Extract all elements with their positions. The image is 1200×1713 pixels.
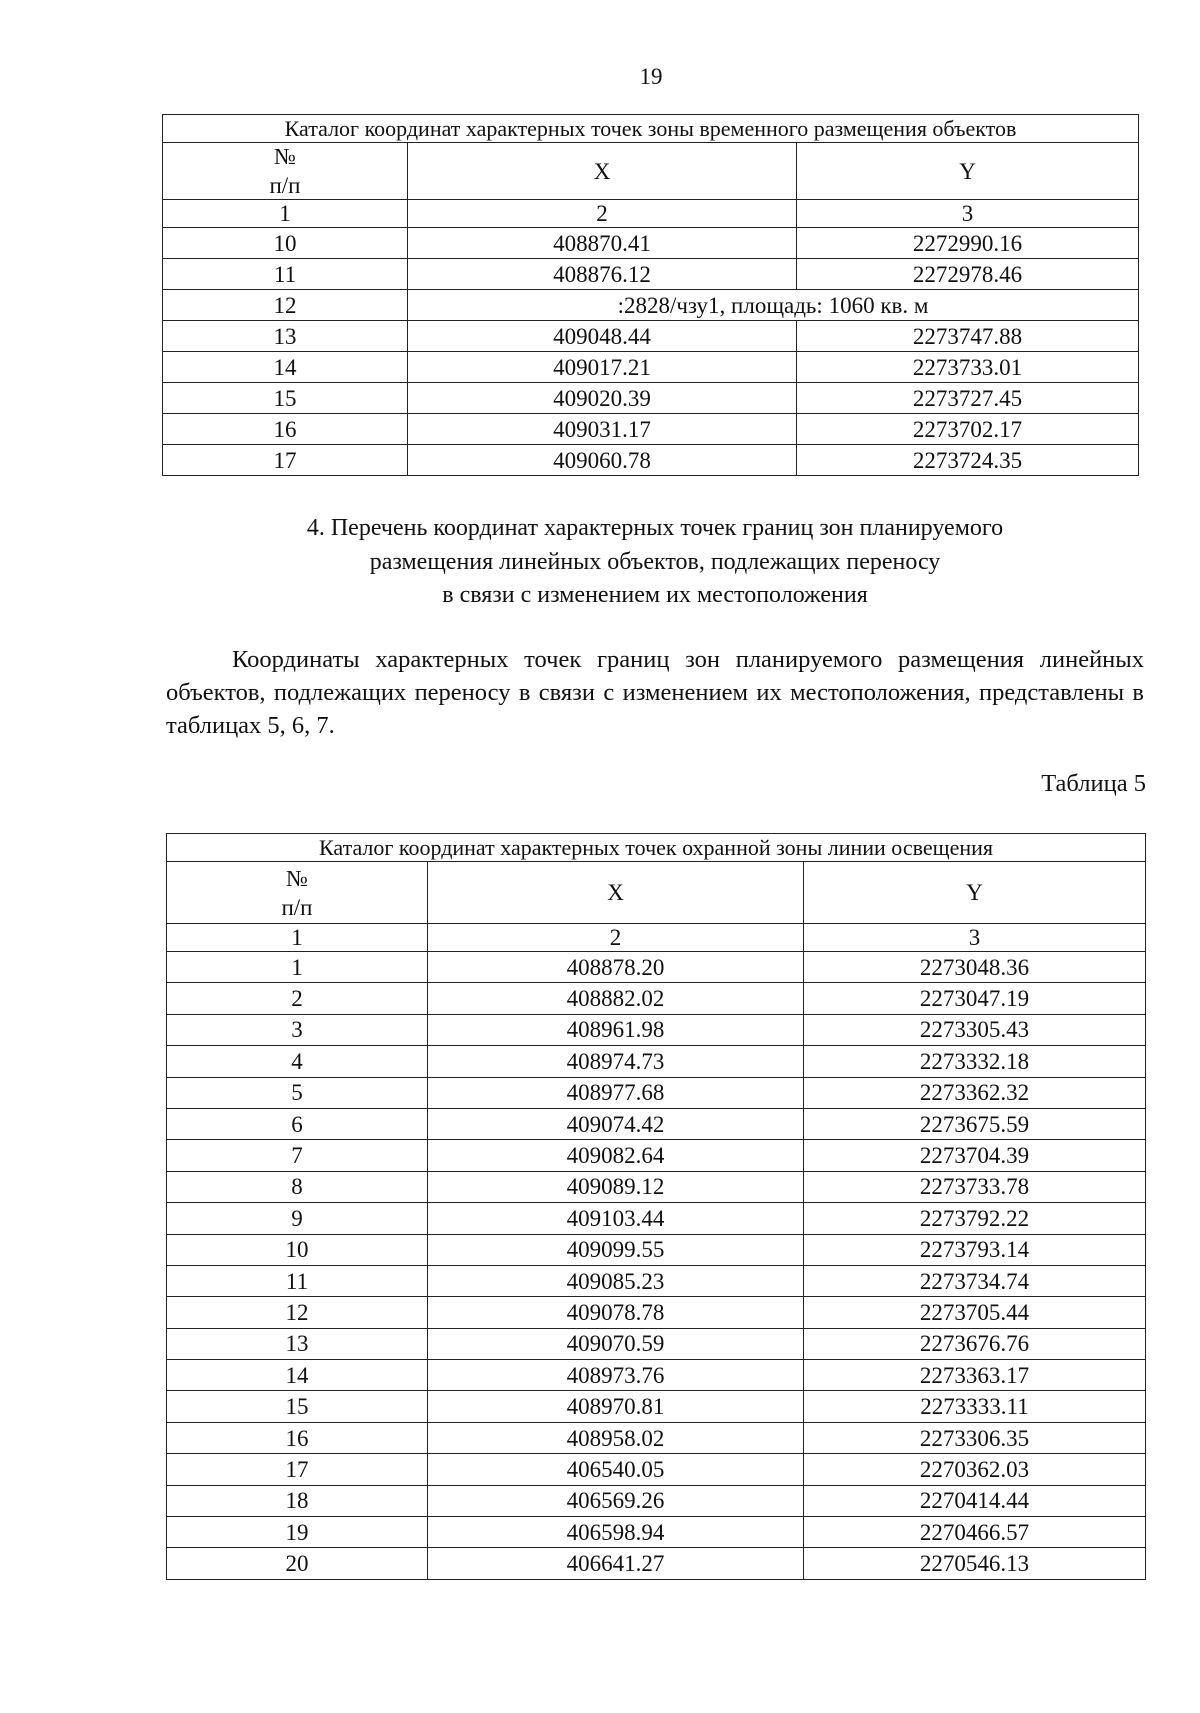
point-number: 20	[167, 1548, 428, 1579]
table-row	[163, 445, 1139, 476]
x-coordinate: 409017.21	[408, 352, 797, 383]
y-coordinate: 2270466.57	[804, 1517, 1146, 1548]
table-row	[163, 321, 1139, 352]
table-row	[167, 983, 1146, 1014]
y-coordinate: 2273702.17	[797, 414, 1139, 445]
table-row	[163, 228, 1139, 259]
x-coordinate: 409048.44	[408, 321, 797, 352]
y-coordinate: 2273048.36	[804, 952, 1146, 983]
point-number: 17	[167, 1454, 428, 1485]
x-coordinate: 409089.12	[428, 1171, 804, 1202]
point-number: 15	[163, 383, 408, 414]
table-row	[167, 1077, 1146, 1108]
table-row	[167, 1171, 1146, 1202]
coordinates-table-lighting-line	[166, 833, 1146, 1580]
column-number: 3	[797, 200, 1139, 228]
x-coordinate: 409070.59	[428, 1328, 804, 1359]
y-coordinate: 2273733.78	[804, 1171, 1146, 1202]
table-row	[167, 952, 1146, 983]
table-caption: Таблица 5	[1041, 770, 1146, 797]
point-number: 3	[167, 1014, 428, 1045]
point-number: 19	[167, 1517, 428, 1548]
x-coordinate: 409031.17	[408, 414, 797, 445]
header-number: № п/п	[167, 862, 428, 924]
column-number: 1	[167, 924, 428, 952]
y-coordinate: 2273734.74	[804, 1265, 1146, 1296]
table-title: Каталог координат характерных точек зоны временного размещения объектов	[163, 115, 1139, 143]
point-number: 18	[167, 1485, 428, 1516]
x-coordinate: 408961.98	[428, 1014, 804, 1045]
point-number: 2	[167, 983, 428, 1014]
section-paragraph: Координаты характерных точек границ зон планируемого размещения линейных объектов, подлежащих переносу в связи с изменением их местоположения, представлены в таблицах 5, 6, 7.	[166, 646, 1144, 739]
table-row	[163, 259, 1139, 290]
x-coordinate: 406540.05	[428, 1454, 804, 1485]
point-number: 14	[167, 1360, 428, 1391]
column-number: 2	[408, 200, 797, 228]
table-row	[167, 1265, 1146, 1296]
y-coordinate: 2273333.11	[804, 1391, 1146, 1422]
page-number: 19	[639, 64, 663, 89]
table-row	[167, 1391, 1146, 1422]
point-number: 17	[163, 445, 408, 476]
x-coordinate: 409060.78	[408, 445, 797, 476]
table-row	[167, 1517, 1146, 1548]
table-row	[167, 1485, 1146, 1516]
x-coordinate: 409078.78	[428, 1297, 804, 1328]
y-coordinate: 2270414.44	[804, 1485, 1146, 1516]
x-coordinate: 409074.42	[428, 1108, 804, 1139]
point-number: 6	[167, 1108, 428, 1139]
table-row	[167, 1014, 1146, 1045]
table-row	[163, 414, 1139, 445]
point-number: 4	[167, 1046, 428, 1077]
table-row	[167, 1203, 1146, 1234]
section-heading: 4. Перечень координат характерных точек границ зон планируемого размещения линейных объектов, подлежащих переносу в связи с изменением их местоположения	[306, 515, 1004, 608]
table-row	[167, 1108, 1146, 1139]
point-number: 1	[167, 952, 428, 983]
x-coordinate: 406598.94	[428, 1517, 804, 1548]
x-coordinate: 408878.20	[428, 952, 804, 983]
x-coordinate: 408973.76	[428, 1360, 804, 1391]
point-number: 12	[163, 290, 408, 321]
coordinates-table-temporary-zone	[162, 114, 1139, 476]
column-number: 3	[804, 924, 1146, 952]
table-row	[167, 1140, 1146, 1171]
x-coordinate: 408870.41	[408, 228, 797, 259]
merged-note: :2828/чзу1, площадь: 1060 кв. м	[408, 290, 1139, 321]
point-number: 10	[167, 1234, 428, 1265]
point-number: 14	[163, 352, 408, 383]
y-coordinate: 2273792.22	[804, 1203, 1146, 1234]
x-coordinate: 408876.12	[408, 259, 797, 290]
point-number: 9	[167, 1203, 428, 1234]
table-row	[167, 1548, 1146, 1579]
point-number: 11	[167, 1265, 428, 1296]
header-y: Y	[797, 143, 1139, 200]
y-coordinate: 2273727.45	[797, 383, 1139, 414]
x-coordinate: 408970.81	[428, 1391, 804, 1422]
column-number: 1	[163, 200, 408, 228]
column-number: 2	[428, 924, 804, 952]
point-number: 13	[167, 1328, 428, 1359]
table-row	[167, 1297, 1146, 1328]
y-coordinate: 2273363.17	[804, 1360, 1146, 1391]
x-coordinate: 406641.27	[428, 1548, 804, 1579]
point-number: 13	[163, 321, 408, 352]
point-number: 10	[163, 228, 408, 259]
x-coordinate: 408977.68	[428, 1077, 804, 1108]
y-coordinate: 2272990.16	[797, 228, 1139, 259]
y-coordinate: 2270362.03	[804, 1454, 1146, 1485]
x-coordinate: 409085.23	[428, 1265, 804, 1296]
x-coordinate: 406569.26	[428, 1485, 804, 1516]
table-row	[163, 383, 1139, 414]
y-coordinate: 2273676.76	[804, 1328, 1146, 1359]
y-coordinate: 2273724.35	[797, 445, 1139, 476]
y-coordinate: 2273733.01	[797, 352, 1139, 383]
x-coordinate: 408974.73	[428, 1046, 804, 1077]
table-row	[167, 1328, 1146, 1359]
point-number: 8	[167, 1171, 428, 1202]
table-title: Каталог координат характерных точек охранной зоны линии освещения	[167, 834, 1146, 862]
y-coordinate: 2273306.35	[804, 1422, 1146, 1453]
table-row	[167, 1234, 1146, 1265]
y-coordinate: 2273332.18	[804, 1046, 1146, 1077]
y-coordinate: 2273047.19	[804, 983, 1146, 1014]
x-coordinate: 409020.39	[408, 383, 797, 414]
point-number: 12	[167, 1297, 428, 1328]
y-coordinate: 2272978.46	[797, 259, 1139, 290]
table-row	[163, 290, 1139, 321]
point-number: 7	[167, 1140, 428, 1171]
table-row	[163, 352, 1139, 383]
x-coordinate: 409082.64	[428, 1140, 804, 1171]
point-number: 11	[163, 259, 408, 290]
y-coordinate: 2273747.88	[797, 321, 1139, 352]
header-x: X	[408, 143, 797, 200]
y-coordinate: 2273704.39	[804, 1140, 1146, 1171]
header-number: № п/п	[163, 143, 408, 200]
y-coordinate: 2273793.14	[804, 1234, 1146, 1265]
point-number: 16	[167, 1422, 428, 1453]
point-number: 16	[163, 414, 408, 445]
y-coordinate: 2273675.59	[804, 1108, 1146, 1139]
y-coordinate: 2273705.44	[804, 1297, 1146, 1328]
header-x: X	[428, 862, 804, 924]
point-number: 15	[167, 1391, 428, 1422]
y-coordinate: 2270546.13	[804, 1548, 1146, 1579]
table-row	[167, 1360, 1146, 1391]
y-coordinate: 2273305.43	[804, 1014, 1146, 1045]
point-number: 5	[167, 1077, 428, 1108]
x-coordinate: 408882.02	[428, 983, 804, 1014]
y-coordinate: 2273362.32	[804, 1077, 1146, 1108]
x-coordinate: 409103.44	[428, 1203, 804, 1234]
x-coordinate: 408958.02	[428, 1422, 804, 1453]
table-row	[167, 1422, 1146, 1453]
x-coordinate: 409099.55	[428, 1234, 804, 1265]
table-row	[167, 1454, 1146, 1485]
table-row	[167, 1046, 1146, 1077]
header-y: Y	[804, 862, 1146, 924]
